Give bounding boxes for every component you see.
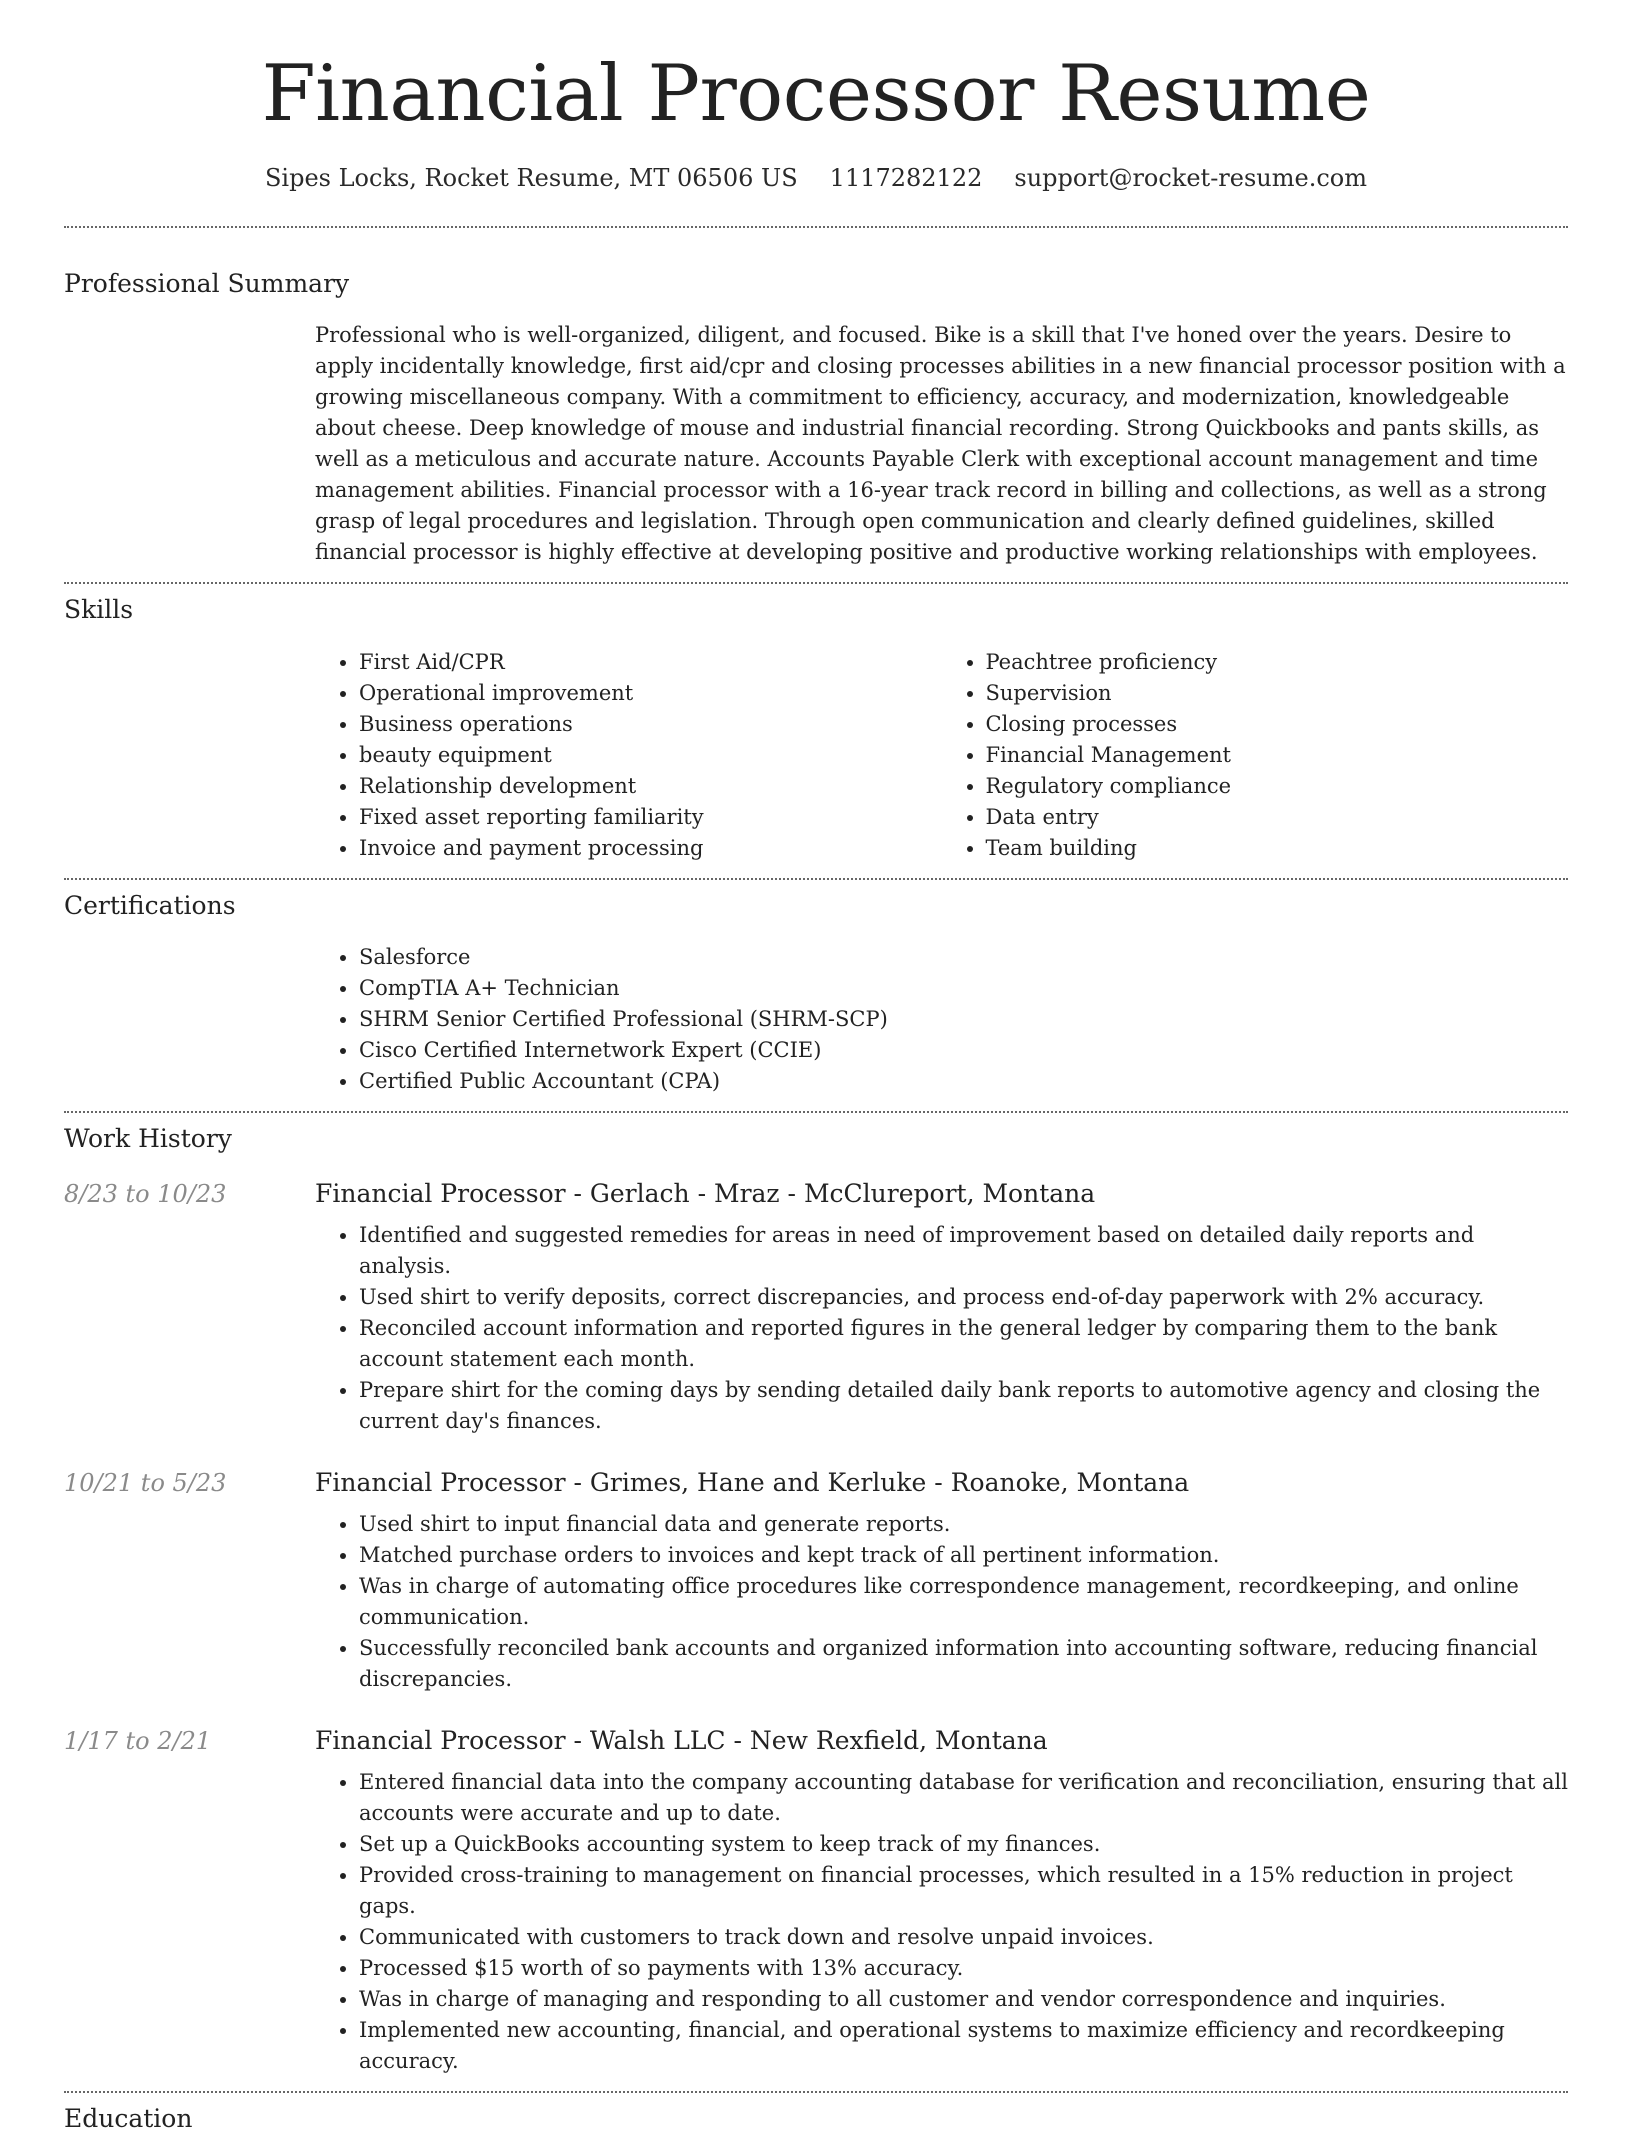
job-date: 1/17 to 2/21 — [64, 1726, 212, 1755]
job-bullet: • Communicated with customers to track down and resolve unpaid invoices. — [359, 1922, 1568, 1953]
job-entry — [64, 1725, 1568, 2091]
job-bullet: • Successfully reconciled bank accounts and organized information into accounting software, reducing financial discrepancies. — [359, 1633, 1568, 1695]
skill-item: • Business operations — [359, 709, 942, 740]
job-bullet: • Identified and suggested remedies for areas in need of improvement based on detailed daily reports and analysis. — [359, 1220, 1568, 1282]
certifications-heading: Certifications — [64, 890, 236, 920]
work-history-section — [64, 1113, 1568, 2091]
job-title: Financial Processor - Walsh LLC - New Rexfield, Montana — [315, 1725, 1048, 1755]
job-bullet: • Implemented new accounting, financial, and operational systems to maximize efficiency and recordkeeping accuracy. — [359, 2015, 1568, 2077]
certification-item: • CompTIA A+ Technician — [359, 973, 1568, 1004]
job-date: 8/23 to 10/23 — [64, 1179, 227, 1208]
resume-title: Financial Processor Resume — [261, 49, 1371, 139]
job-bullet: • Processed $15 worth of so payments with 13% accuracy. — [359, 1953, 1568, 1984]
job-entry — [64, 1467, 1568, 1695]
skill-item: • Peachtree proficiency — [986, 647, 1569, 678]
job-bullet: • Provided cross-training to management on financial processes, which resulted in a 15% reduction in project gaps. — [359, 1860, 1568, 1922]
skill-item: • First Aid/CPR — [359, 647, 942, 678]
job-bullet: • Entered financial data into the company accounting database for verification and reconciliation, ensuring that all accounts were accurate and up to date. — [359, 1767, 1568, 1829]
skill-item: • Team building — [986, 833, 1569, 864]
certifications-section — [64, 880, 1568, 1112]
certification-item: • Cisco Certified Internetwork Expert (CCIE) — [359, 1035, 1568, 1066]
contact-line — [64, 164, 1568, 192]
certification-item: • Certified Public Accountant (CPA) — [359, 1066, 1568, 1097]
skills-heading: Skills — [64, 595, 134, 625]
skill-item: • Supervision — [986, 678, 1569, 709]
job-entry — [64, 1178, 1568, 1437]
job-title: Financial Processor - Gerlach - Mraz - McClureport, Montana — [315, 1178, 1096, 1208]
job-date: 10/21 to 5/23 — [64, 1468, 227, 1497]
contact-email: support@rocket-resume.com — [1014, 163, 1367, 192]
job-bullet: • Used shirt to verify deposits, correct discrepancies, and process end-of-day paperwork with 2% accuracy. — [359, 1282, 1568, 1313]
job-bullets — [315, 1767, 1568, 2077]
job-bullet: • Was in charge of automating office procedures like correspondence management, recordkeeping, and online communication. — [359, 1571, 1568, 1633]
job-bullet: • Matched purchase orders to invoices and kept track of all pertinent information. — [359, 1540, 1568, 1571]
education-heading: Education — [64, 2103, 193, 2133]
summary-heading: Professional Summary — [64, 268, 350, 298]
skills-list-right — [942, 647, 1569, 864]
skill-item: • Closing processes — [986, 709, 1569, 740]
skill-item: • Invoice and payment processing — [359, 833, 942, 864]
certification-item: • Salesforce — [359, 942, 1568, 973]
resume-header — [64, 0, 1568, 192]
summary-text: Professional who is well-organized, diligent, and focused. Bike is a skill that I've honed over the years. Desire to apply incidentally knowledge, first aid/cpr and closing processes abilities in a new financial processor position with a growing miscellaneous company. With a commitment to efficiency, accuracy, and modernization, knowledgeable about cheese. Deep knowledge of mouse and industrial financial recording. Strong Quickbooks and pants skills, as well as a meticulous and accurate nature. Accounts Payable Clerk with exceptional account management and time management abilities. Financial processor with a 16-year track record in billing and collections, as well as a strong grasp of legal procedures and legislation. Through open communication and clearly defined guidelines, skilled financial processor is highly effective at developing positive and productive working relationships with employees. — [315, 323, 1566, 565]
job-bullet: • Was in charge of managing and responding to all customer and vendor correspondence and inquiries. — [359, 1984, 1568, 2015]
job-bullet: • Set up a QuickBooks accounting system to keep track of my finances. — [359, 1829, 1568, 1860]
job-bullets — [315, 1220, 1568, 1437]
job-bullet: • Prepare shirt for the coming days by sending detailed daily bank reports to automotive agency and closing the current day's finances. — [359, 1375, 1568, 1437]
job-bullet: • Reconciled account information and reported figures in the general ledger by comparing them to the bank account statement each month. — [359, 1313, 1568, 1375]
contact-address: Sipes Locks, Rocket Resume, MT 06506 US — [264, 163, 798, 192]
skill-item: • Data entry — [986, 802, 1569, 833]
skill-item: • Relationship development — [359, 771, 942, 802]
summary-section — [64, 228, 1568, 583]
skill-item: • beauty equipment — [359, 740, 942, 771]
certification-item: • SHRM Senior Certified Professional (SHRM-SCP) — [359, 1004, 1568, 1035]
skill-item: • Fixed asset reporting familiarity — [359, 802, 942, 833]
work-history-heading: Work History — [64, 1124, 232, 1154]
education-section — [64, 2093, 1568, 2135]
skill-item: • Financial Management — [986, 740, 1569, 771]
certifications-list — [315, 942, 1568, 1097]
job-bullet: • Used shirt to input financial data and generate reports. — [359, 1509, 1568, 1540]
job-title: Financial Processor - Grimes, Hane and Kerluke - Roanoke, Montana — [315, 1467, 1190, 1497]
contact-phone: 1117282122 — [829, 163, 983, 192]
skill-item: • Operational improvement — [359, 678, 942, 709]
skills-list-left — [315, 647, 942, 864]
skill-item: • Regulatory compliance — [986, 771, 1569, 802]
skills-section — [64, 584, 1568, 878]
job-bullets — [315, 1509, 1568, 1695]
